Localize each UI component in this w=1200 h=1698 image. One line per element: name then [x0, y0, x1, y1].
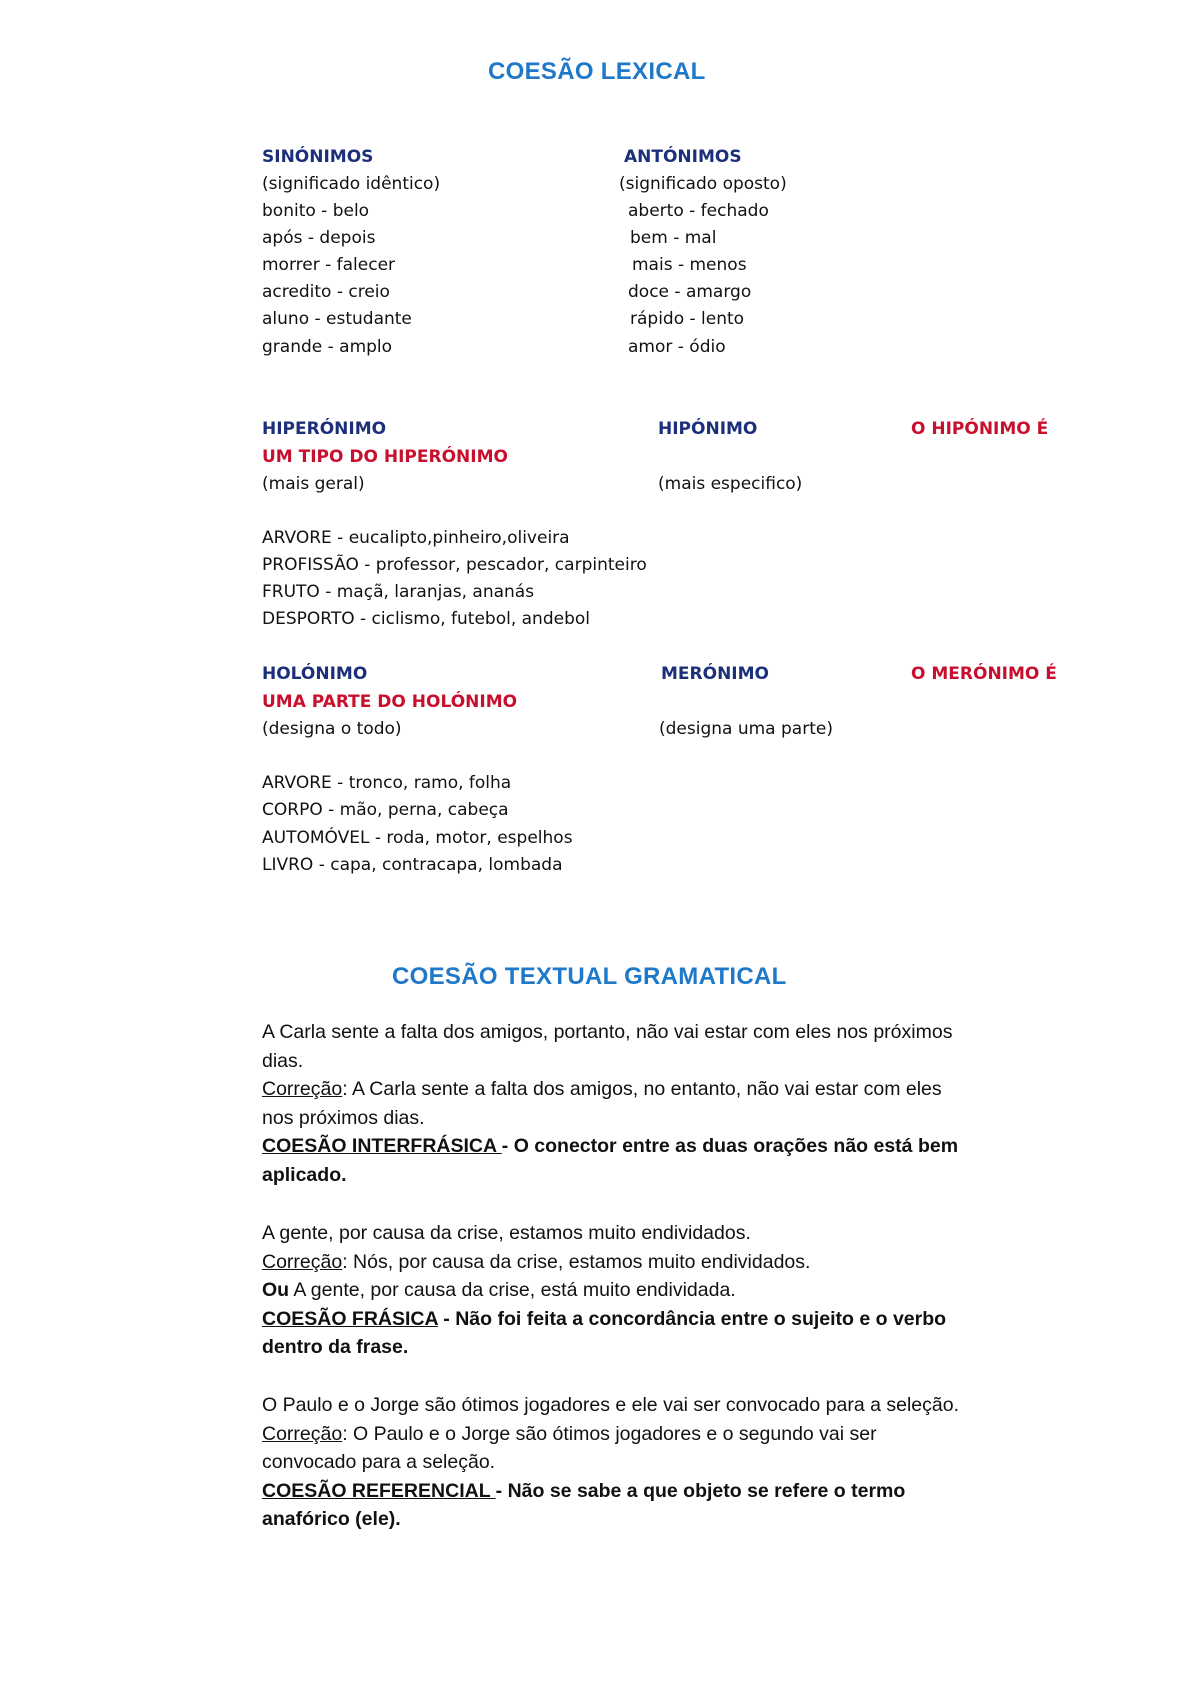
correction-text: : Nós, por causa da crise, estamos muito endividados. — [342, 1250, 811, 1273]
synonym-pair: grande - amplo — [262, 337, 393, 357]
correction-text: : O Paulo e o Jorge são ótimos jogadores e o segundo vai ser — [342, 1422, 877, 1445]
antonym-pair: amor - ódio — [628, 337, 726, 357]
cohesion-type-explanation: - Não foi feita a concordância entre o sujeito e o verbo — [437, 1307, 947, 1330]
hyponym-header: HIPÓNIMO — [658, 419, 758, 439]
synonym-pair: após - depois — [262, 228, 376, 248]
antonym-pair: mais - menos — [632, 255, 747, 275]
correction-line — [262, 1248, 1082, 1277]
synonym-pair: morrer - falecer — [262, 255, 396, 275]
synonym-pair: bonito - belo — [262, 201, 370, 221]
hyperonym-example: ARVORE - eucalipto,pinheiro,oliveira — [262, 528, 570, 548]
cohesion-type-explanation: - Não se sabe a que objeto se refere o termo — [495, 1479, 906, 1502]
correction-text-continued: convocado para a seleção. — [262, 1451, 496, 1474]
example-interfrasica — [262, 1018, 1082, 1190]
meronym-note: O MERÓNIMO É — [911, 664, 1057, 684]
hyperonym-header: HIPERÓNIMO — [262, 419, 387, 439]
example-referencial — [262, 1391, 1082, 1534]
antonyms-subtitle: (significado oposto) — [619, 174, 787, 194]
grammatical-title: COESÃO TEXTUAL GRAMATICAL — [392, 963, 787, 990]
holonym-example: CORPO - mão, perna, cabeça — [262, 800, 509, 820]
correction-line — [262, 1075, 1082, 1104]
cohesion-type-label: COESÃO FRÁSICA — [262, 1307, 438, 1330]
cohesion-type-label: COESÃO REFERENCIAL — [262, 1479, 496, 1502]
hyperonym-example: DESPORTO - ciclismo, futebol, andebol — [262, 609, 590, 629]
hyperonym-example: FRUTO - maçã, laranjas, ananás — [262, 582, 535, 602]
synonym-pair: acredito - creio — [262, 282, 390, 302]
antonym-pair: doce - amargo — [628, 282, 752, 302]
synonyms-subtitle: (significado idêntico) — [262, 174, 441, 194]
example-sentence-continued: dias. — [262, 1049, 304, 1072]
alternative-label: Ou — [262, 1279, 290, 1302]
hyponym-subtitle: (mais especifico) — [658, 474, 803, 494]
correction-text: : A Carla sente a falta dos amigos, no entanto, não vai estar com eles — [342, 1078, 942, 1101]
alternative-line — [262, 1276, 1082, 1305]
correction-label: Correção — [262, 1422, 343, 1445]
correction-line — [262, 1420, 1082, 1449]
synonyms-header: SINÓNIMOS — [262, 147, 374, 167]
alternative-text: A gente, por causa da crise, está muito endividada. — [289, 1279, 736, 1302]
antonym-pair: aberto - fechado — [628, 201, 769, 221]
holonym-example: AUTOMÓVEL - roda, motor, espelhos — [262, 828, 573, 848]
cohesion-type-explanation-continued: aplicado. — [262, 1163, 347, 1186]
hyponym-note-continued: UM TIPO DO HIPERÓNIMO — [262, 447, 508, 467]
hyperonym-example: PROFISSÃO - professor, pescador, carpinteiro — [262, 555, 647, 575]
holonym-example: ARVORE - tronco, ramo, folha — [262, 773, 512, 793]
example-sentence: O Paulo e o Jorge são ótimos jogadores e ele vai ser convocado para a seleção. — [262, 1394, 960, 1416]
meronym-note-continued: UMA PARTE DO HOLÓNIMO — [262, 692, 518, 712]
holonym-example: LIVRO - capa, contracapa, lombada — [262, 855, 563, 875]
lexical-title: COESÃO LEXICAL — [488, 58, 706, 85]
synonym-pair: aluno - estudante — [262, 309, 412, 329]
hyperonym-subtitle: (mais geral) — [262, 474, 365, 494]
holonym-subtitle: (designa o todo) — [262, 719, 402, 739]
example-sentence: A gente, por causa da crise, estamos muito endividados. — [262, 1222, 751, 1244]
example-sentence: A Carla sente a falta dos amigos, portanto, não vai estar com eles nos próximos — [262, 1021, 953, 1043]
holonym-header: HOLÓNIMO — [262, 664, 368, 684]
meronym-subtitle: (designa uma parte) — [659, 719, 833, 739]
antonym-pair: rápido - lento — [630, 309, 745, 329]
correction-label: Correção — [262, 1078, 343, 1101]
cohesion-type-label: COESÃO INTERFRÁSICA — [262, 1135, 502, 1158]
antonym-pair: bem - mal — [630, 228, 717, 248]
correction-label: Correção — [262, 1250, 343, 1273]
example-frasica — [262, 1219, 1082, 1362]
hyponym-note: O HIPÓNIMO É — [911, 419, 1049, 439]
correction-text-continued: nos próximos dias. — [262, 1106, 425, 1129]
cohesion-type-line — [262, 1132, 1082, 1161]
cohesion-type-line — [262, 1477, 1082, 1506]
cohesion-type-explanation: - O conector entre as duas orações não está bem — [501, 1135, 959, 1158]
cohesion-type-explanation-continued: anafórico (ele). — [262, 1508, 401, 1531]
meronym-header: MERÓNIMO — [661, 664, 769, 684]
antonyms-header: ANTÓNIMOS — [624, 147, 742, 167]
cohesion-type-explanation-continued: dentro da frase. — [262, 1336, 409, 1359]
cohesion-type-line — [262, 1305, 1082, 1334]
